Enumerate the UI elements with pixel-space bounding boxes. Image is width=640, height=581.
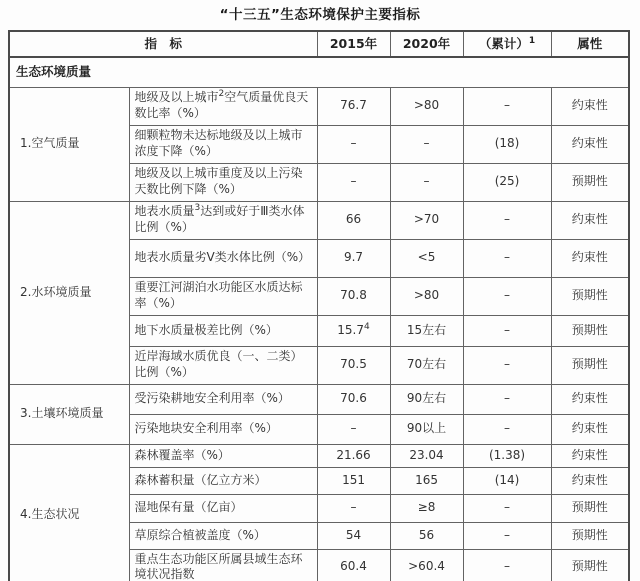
indicator-text: 地级及以上城市 [134, 90, 219, 105]
category-cell: 3.土壤环境质量 [9, 384, 129, 444]
value-attribute: 约束性 [551, 384, 629, 414]
value-2020: 23.04 [390, 444, 463, 467]
indicator-cell: 细颗粒物未达标地级及以上城市浓度下降（%） [129, 125, 317, 163]
value-attribute: 预期性 [551, 522, 629, 549]
value-2015: – [317, 163, 390, 201]
indicator-cell [129, 87, 317, 125]
value-attribute: 约束性 [551, 444, 629, 467]
value-attribute: 预期性 [551, 315, 629, 346]
value-2020: >80 [390, 87, 463, 125]
value-2015: 151 [317, 467, 390, 494]
value-cumulative: (14) [463, 467, 551, 494]
col-header-indicator: 指 标 [9, 31, 317, 57]
value-cumulative: (1.38) [463, 444, 551, 467]
indicator-cell: 重要江河湖泊水功能区水质达标率（%） [129, 277, 317, 315]
value-attribute: 约束性 [551, 239, 629, 277]
value-attribute: 约束性 [551, 414, 629, 444]
footnote-mark: 4 [364, 321, 370, 332]
value-attribute: 约束性 [551, 125, 629, 163]
indicator-cell: 森林覆盖率（%） [129, 444, 317, 467]
value-attribute: 预期性 [551, 163, 629, 201]
col-header-attribute: 属性 [551, 31, 629, 57]
value-cumulative: (25) [463, 163, 551, 201]
value-cumulative: – [463, 346, 551, 384]
indicators-table [8, 30, 630, 581]
value-2015 [317, 315, 390, 346]
value-cumulative: – [463, 201, 551, 239]
value-2020: ≥8 [390, 494, 463, 522]
table-row [9, 201, 629, 239]
value-cumulative: – [463, 384, 551, 414]
value-2020: 15左右 [390, 315, 463, 346]
table-row [9, 444, 629, 467]
indicator-cell: 湿地保有量（亿亩） [129, 494, 317, 522]
table-row [9, 87, 629, 125]
indicator-text: 达到或好于Ⅲ类水体比例（%） [134, 204, 305, 234]
cumulative-label: （累计） [478, 35, 529, 51]
value-2015: 70.8 [317, 277, 390, 315]
value-2015: 21.66 [317, 444, 390, 467]
cumulative-footnote-mark: 1 [528, 35, 536, 46]
value-2020: 56 [390, 522, 463, 549]
value-2020: >80 [390, 277, 463, 315]
section-header-row [9, 57, 629, 87]
value-2020: >60.4 [390, 549, 463, 581]
value-cumulative: – [463, 414, 551, 444]
value-attribute: 预期性 [551, 346, 629, 384]
value-2015: 76.7 [317, 87, 390, 125]
value-2015: 9.7 [317, 239, 390, 277]
value-cumulative: – [463, 522, 551, 549]
value-2020: – [390, 125, 463, 163]
footnote-mark: 2 [218, 89, 225, 100]
indicator-text: 地表水质量 [134, 204, 195, 219]
value-2015: 70.6 [317, 384, 390, 414]
table-header-row [9, 31, 629, 57]
value-cumulative: – [463, 239, 551, 277]
indicator-text: 地下水质量极差比例（%） [134, 322, 278, 337]
category-cell: 1.空气质量 [9, 87, 129, 201]
value-attribute: 约束性 [551, 87, 629, 125]
value-2015: – [317, 125, 390, 163]
indicator-cell: 重点生态功能区所属县域生态环境状况指数 [129, 549, 317, 581]
value-2015: – [317, 414, 390, 444]
value-attribute: 预期性 [551, 277, 629, 315]
value-cumulative: – [463, 87, 551, 125]
value-2015: 66 [317, 201, 390, 239]
indicator-cell: 近岸海域水质优良（一、二类）比例（%） [129, 346, 317, 384]
col-header-2015: 2015年 [317, 31, 390, 57]
indicator-cell [129, 201, 317, 239]
indicator-cell [129, 315, 317, 346]
table-row [9, 384, 629, 414]
page-title: “十三五”生态环境保护主要指标 [219, 7, 421, 23]
indicator-cell: 地级及以上城市重度及以上污染天数比例下降（%） [129, 163, 317, 201]
indicator-cell: 污染地块安全利用率（%） [129, 414, 317, 444]
footnote-mark: 3 [194, 203, 201, 214]
value-2020: >70 [390, 201, 463, 239]
value-text: 15.7 [337, 322, 364, 337]
section-header: 生态环境质量 [9, 57, 629, 87]
col-header-2020: 2020年 [390, 31, 463, 57]
indicator-text: 空气质量优良天数比率（%） [134, 90, 309, 120]
category-cell: 4.生态状况 [9, 444, 129, 581]
col-header-cumulative [463, 31, 551, 57]
value-2020: – [390, 163, 463, 201]
value-cumulative: (18) [463, 125, 551, 163]
value-attribute: 预期性 [551, 494, 629, 522]
value-2020: <5 [390, 239, 463, 277]
indicator-cell: 地表水质量劣Ⅴ类水体比例（%） [129, 239, 317, 277]
value-2020: 90左右 [390, 384, 463, 414]
value-attribute: 约束性 [551, 201, 629, 239]
indicator-cell: 森林蓄积量（亿立方米） [129, 467, 317, 494]
value-2020: 165 [390, 467, 463, 494]
indicator-cell: 受污染耕地安全利用率（%） [129, 384, 317, 414]
value-cumulative: – [463, 494, 551, 522]
value-2015: 70.5 [317, 346, 390, 384]
value-2020: 90以上 [390, 414, 463, 444]
value-2020: 70左右 [390, 346, 463, 384]
value-cumulative: – [463, 277, 551, 315]
value-cumulative: – [463, 549, 551, 581]
category-cell: 2.水环境质量 [9, 201, 129, 384]
value-2015: 54 [317, 522, 390, 549]
value-2015: – [317, 494, 390, 522]
value-attribute: 约束性 [551, 467, 629, 494]
value-2015: 60.4 [317, 549, 390, 581]
value-cumulative: – [463, 315, 551, 346]
value-attribute: 预期性 [551, 549, 629, 581]
indicator-cell: 草原综合植被盖度（%） [129, 522, 317, 549]
